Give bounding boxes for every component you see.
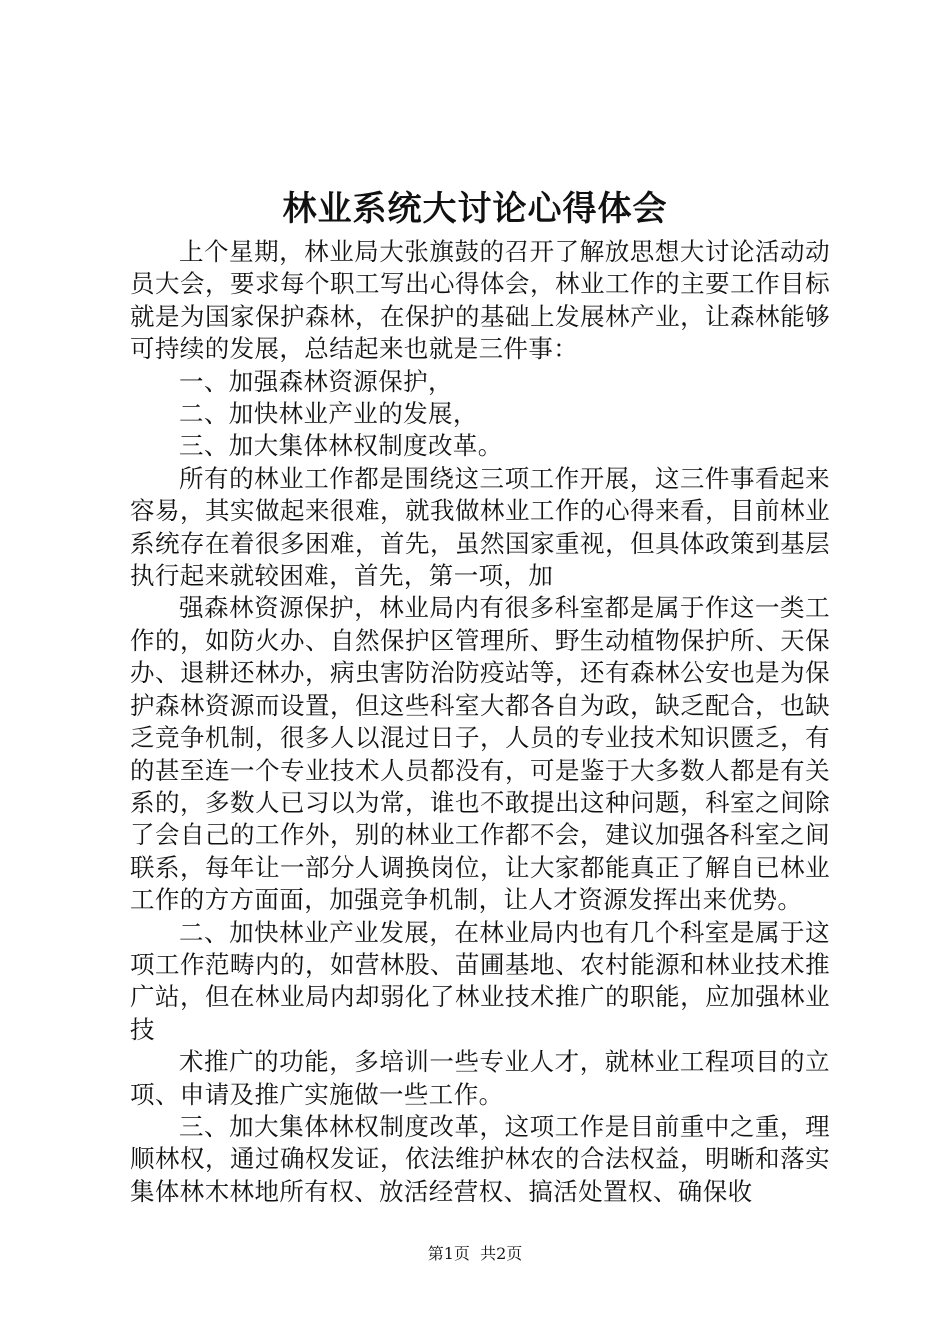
paragraph-overview: 所有的林业工作都是围绕这三项工作开展，这三件事看起来容易，其实做起来很难，就我做林业工作的心得来看，目前林业系统存在着很多困难，首先，虽然国家重视，但具体政策到基层执行起来就较困难，首先，第一项，加 [130,463,830,591]
paragraph-tech-promotion: 术推广的功能，多培训一些专业人才，就林业工程项目的立项、申请及推广实施做一些工作。 [130,1047,830,1109]
page-total: 共2页 [480,1244,523,1263]
list-item-two: 二、加快林业产业的发展， [179,399,478,429]
paragraph-intro: 上个星期，林业局大张旗鼓的召开了解放思想大讨论活动动员大会，要求每个职工写出心得体会，林业工作的主要工作目标就是为国家保护森林，在保护的基础上发展林产业，让森林能够可持续的发展，总结起来也就是三件事： [130,237,830,364]
paragraph-reform: 三、加大集体林权制度改革，这项工作是目前重中之重，理顺林权，通过确权发证，依法维护林农的合法权益，明晰和落实集体林木林地所有权、放活经营权、搞活处置权、确保收 [130,1111,830,1206]
page-number: 第1页 [427,1244,470,1263]
list-item-three: 三、加大集体林权制度改革。 [179,431,503,461]
page-footer [0,1243,950,1265]
list-item-one: 一、加强森林资源保护， [179,366,453,396]
document-body [130,236,830,1208]
paragraph-forest-protection: 强森林资源保护，林业局内有很多科室都是属于作这一类工作的，如防火办、自然保护区管理所、野生动植物保护所、天保办、退耕还林办，病虫害防治防疫站等，还有森林公安也是为保护森林资源而设置，但这些科室大都各自为政，缺乏配合，也缺乏竞争机制，很多人以混过日子，人员的专业技术知识匮乏，有的甚至连一个专业技术人员都没有，可是鉴于大多数人都是有关系的，多数人已习以为常，谁也不敢提出这种问题，科室之间除了会自己的工作外，别的林业工作都不会，建议加强各科室之间联系，每年让一部分人调换岗位，让大家都能真正了解自已林业工作的方方面面，加强竞争机制，让人才资源发挥出来优势。 [130,593,830,915]
paragraph-industry: 二、加快林业产业发展，在林业局内也有几个科室是属于这项工作范畴内的，如营林股、苗圃基地、农村能源和林业技术推广站，但在林业局内却弱化了林业技术推广的职能，应加强林业技 [130,917,830,1044]
document-title: 林业系统大讨论心得体会 [282,189,668,229]
